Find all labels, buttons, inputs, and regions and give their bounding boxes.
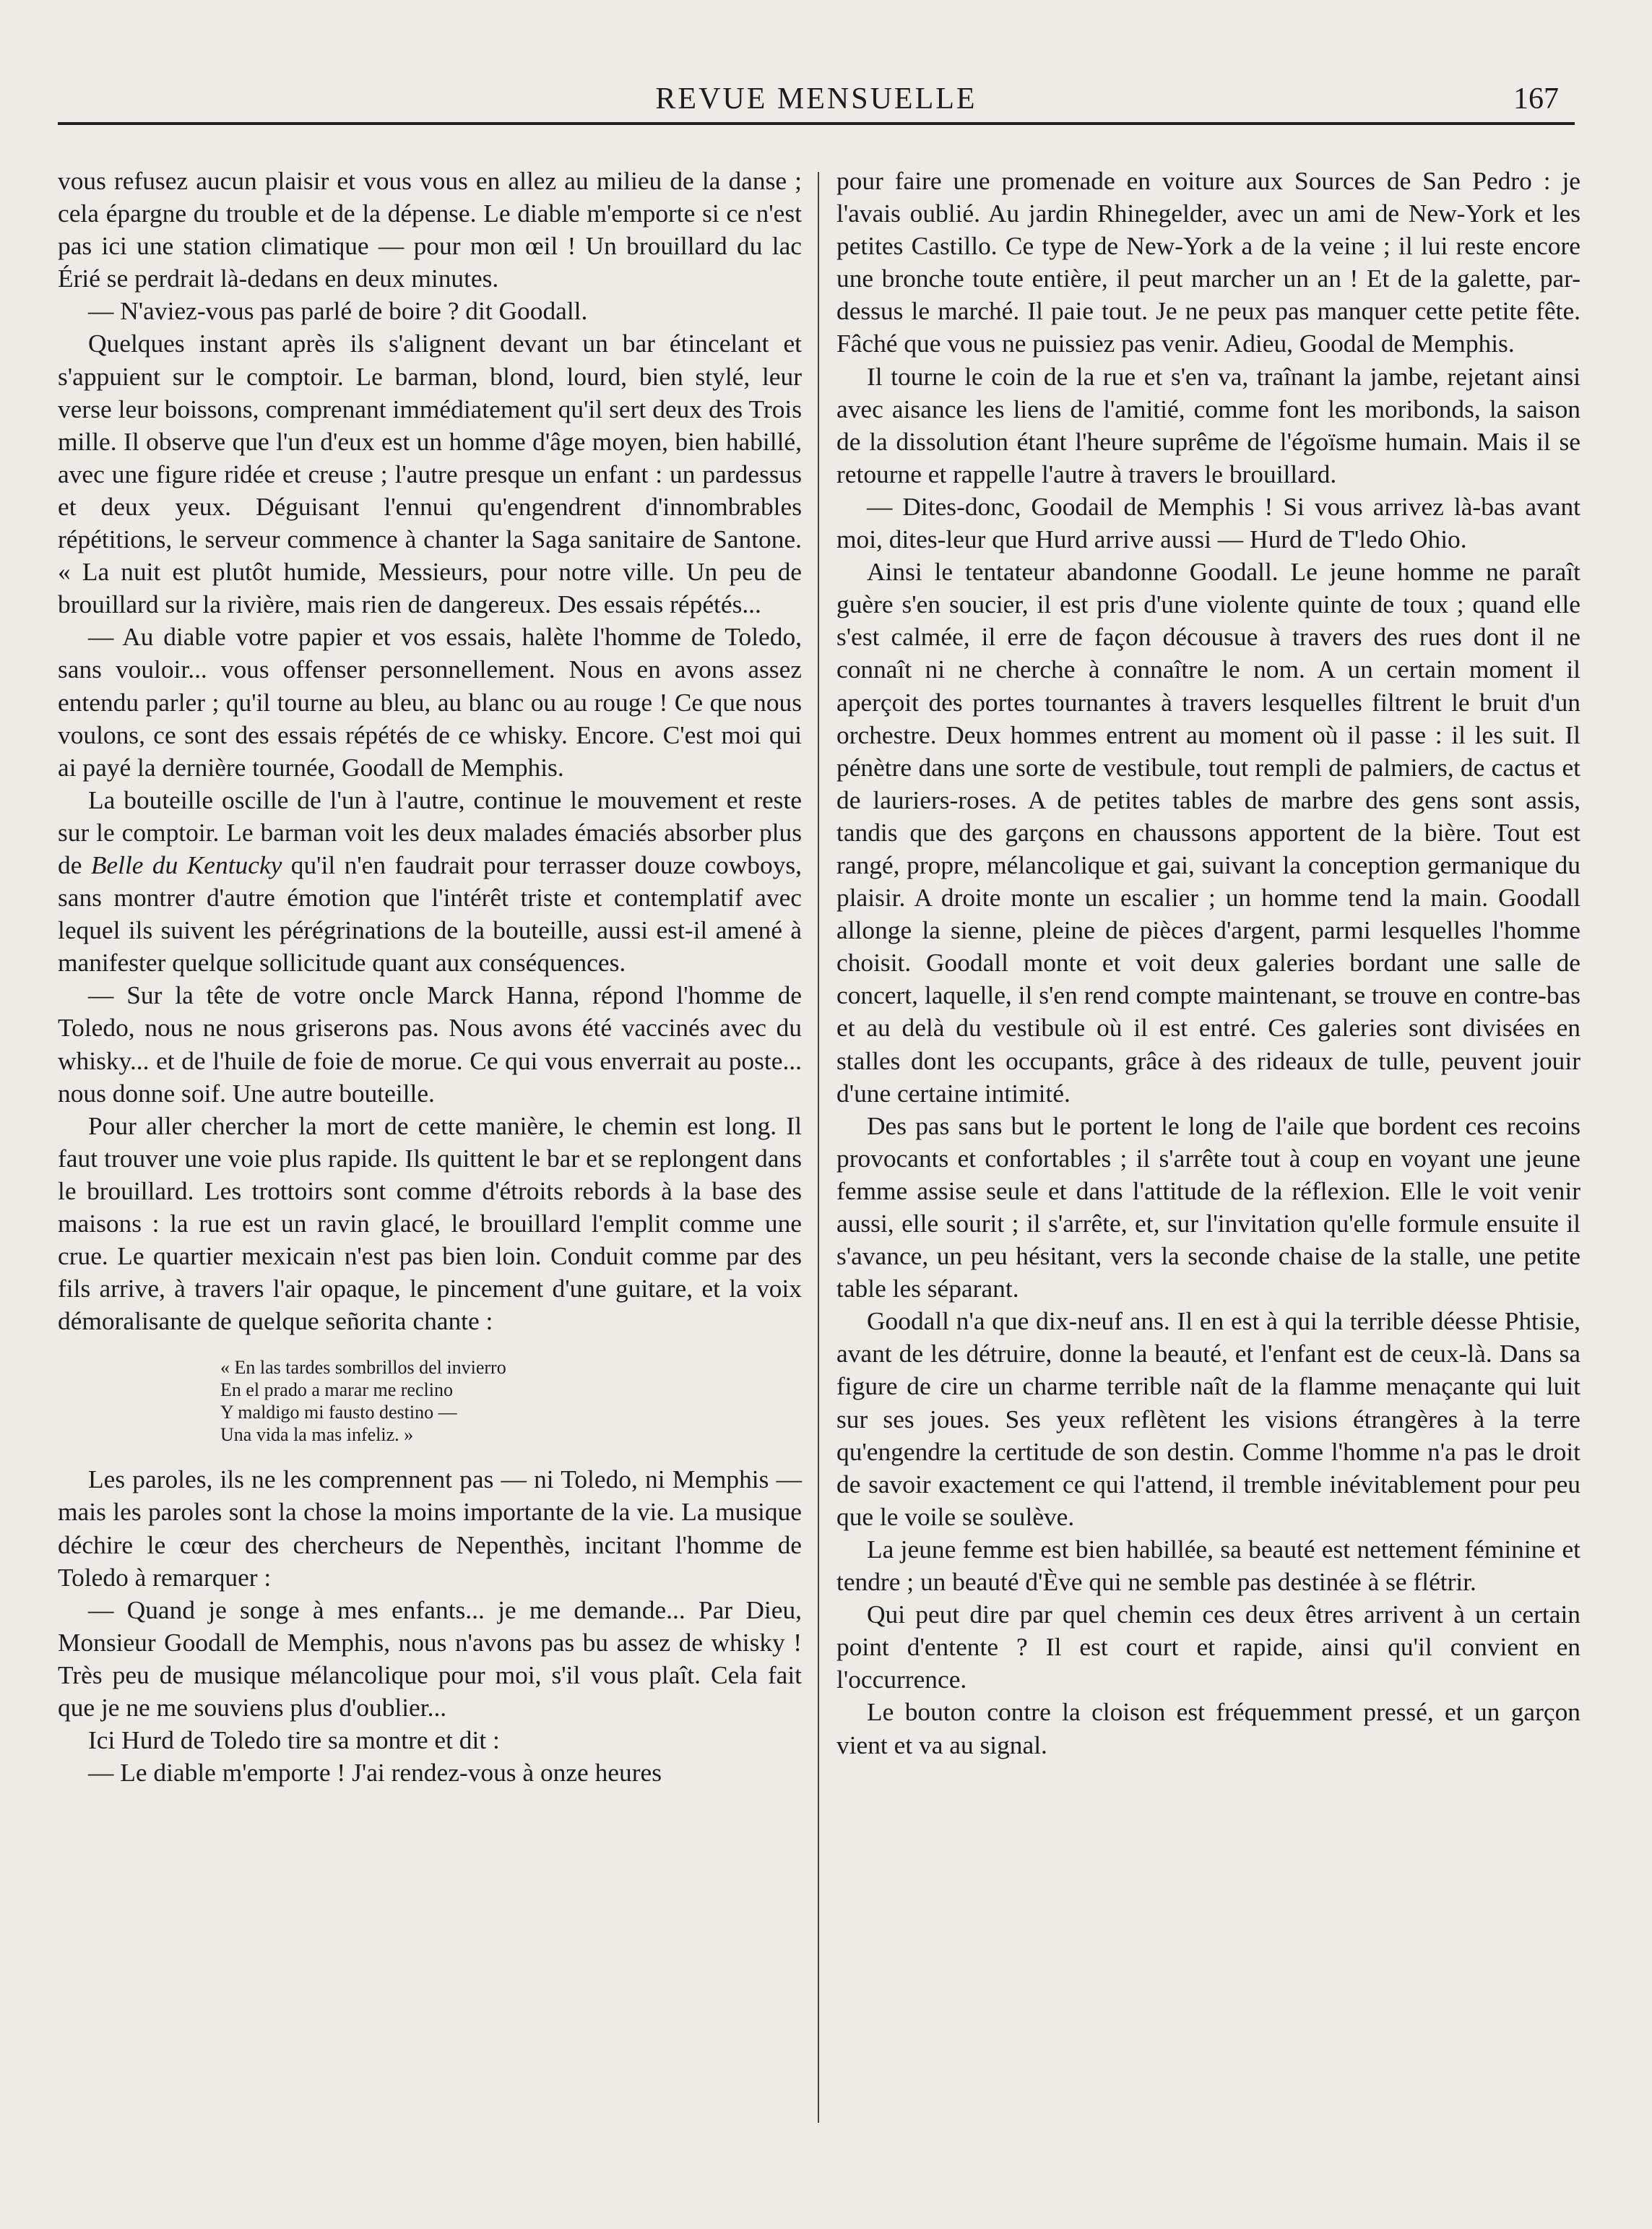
paragraph: vous refusez aucun plaisir et vous vous en allez au milieu de la danse ; cela épargne du trouble et de la dépense. Le diable m'emporte si ce n'est pas ici une station climatique — pour mon œil ! Un brouillard du lac Érié se perdrait là-dedans en deux minutes. — [58, 166, 802, 293]
paragraph: Quelques instant après ils s'alignent devant un bar étincelant et s'appuient sur le comptoir. Le barman, blond, lourd, bien stylé, leur verse leur boissons, comprenant immédiatement qu'il sert deux des Trois mille. Il observe que l'un d'eux est un homme d'âge moyen, bien habillé, avec une figure ridée et creuse ; l'autre presque un enfant : un pardessus et deux yeux. Déguisant l'ennui qu'engendrent d'innombrables répétitions, le serveur commence à chanter la Saga sanitaire de Santone. « La nuit est plutôt humide, Messieurs, pour notre ville. Un peu de brouillard sur la rivière, mais rien de dangereux. Des essais répétés... — [58, 329, 802, 619]
paragraph: Des pas sans but le portent le long de l'aile que bordent ces recoins provocants et confortables ; il s'arrête tout à coup en voyant une jeune femme assise seule et dans l'attitude de la réflexion. Elle le voit venir aussi, elle sourit ; il s'arrête, et, sur l'invitation qu'elle formule ensuite il s'avance, un peu hésitant, vers la seconde chaise de la stalle, une petite table les séparant. — [836, 1111, 1580, 1303]
paragraph: La jeune femme est bien habillée, sa beauté est nettement féminine et tendre ; un beauté d'Ève qui ne semble pas destinée à se flétrir. — [836, 1534, 1580, 1597]
paragraph: Pour aller chercher la mort de cette manière, le chemin est long. Il faut trouver une voie plus rapide. Ils quittent le bar et se replongent dans le brouillard. Les trottoirs sont comme d'étroits rebords à la base des maisons : la rue est un ravin glacé, le brouillard l'emplit comme une crue. Le quartier mexicain n'est pas bien loin. Conduit comme par des fils arrive, à travers l'air opaque, le pincement d'une guitare, et la voix démoralisante de quelque señorita chante : — [58, 1111, 802, 1336]
verse-line: Una vida la mas infeliz. » — [220, 1424, 414, 1446]
left-column — [58, 165, 802, 1789]
paragraph: — Au diable votre papier et vos essais, halète l'homme de Toledo, sans vouloir... vous offenser personnellement. Nous en avons assez entendu parler ; qu'il tourne au bleu, au blanc ou au rouge ! Ce que nous voulons, ce sont des essais répétés de ce whisky. Encore. C'est moi qui ai payé la dernière tournée, Goodall de Memphis. — [58, 622, 802, 782]
page-header — [58, 76, 1575, 126]
header-rule — [58, 122, 1575, 125]
paragraph: Goodall n'a que dix-neuf ans. Il en est à qui la terrible déesse Phtisie, avant de les détruire, donne la beauté, et l'enfant est de ceux-là. Dans sa figure de cire un charme terrible naît de la flamme menaçante qui luit sur ses joues. Ses yeux reflètent les visions étrangères à la terre qu'engendre la certitude de son destin. Comme l'homme n'a pas le droit de savoir exactement ce qui l'attend, il tremble inévitablement pour peu que le voile se soulève. — [836, 1306, 1580, 1531]
column-divider — [818, 172, 819, 2123]
paragraph-text: qu'il n'en faudrait pour terrasser douze cowboys, sans montrer d'autre émotion que l'intérêt triste et contemplatif avec lequel ils suivent les pérégrinations de la bouteille, aussi est-il amené à manifester quelque sollicitude quant aux conséquences. — [58, 850, 802, 978]
right-column — [836, 165, 1580, 1762]
paragraph: Le bouton contre la cloison est fréquemment pressé, et un garçon vient et va au signal. — [836, 1697, 1580, 1759]
paragraph: — Le diable m'emporte ! J'ai rendez-vous à onze heures — [88, 1758, 662, 1788]
paragraph: Il tourne le coin de la rue et s'en va, traînant la jambe, rejetant ainsi avec aisance les liens de l'amitié, comme font les moribonds, la saison de la dissolution étant l'heure suprême de l'égoïsme humain. Mais il se retourne et rappelle l'autre à travers le brouillard. — [836, 361, 1580, 488]
paragraph: — Sur la tête de votre oncle Marck Hanna, répond l'homme de Toledo, nous ne nous griserons pas. Nous avons été vaccinés avec du whisky... et de l'huile de foie de morue. Ce qui vous enverrait au poste... nous donne soif. Une autre bouteille. — [58, 980, 802, 1108]
running-title: REVUE MENSUELLE — [655, 82, 977, 116]
paragraph: — Dites-donc, Goodail de Memphis ! Si vous arrivez là-bas avant moi, dites-leur que Hurd arrive aussi — Hurd de T'ledo Ohio. — [836, 491, 1580, 554]
paragraph: Ainsi le tentateur abandonne Goodall. Le jeune homme ne paraît guère s'en soucier, il est pris d'une violente quinte de toux ; quand elle s'est calmée, il erre de façon décousue à travers des rues dont il ne connaît ni ne cherche à connaître le nom. A un certain moment il aperçoit des portes tournantes à travers lesquelles filtrent le bruit d'un orchestre. Deux hommes entrent au moment où il passe : il les suit. Il pénètre dans une sorte de vestibule, tout rempli de palmiers, de cactus et de lauriers-roses. A de petites tables de marbre des gens sont assis, tandis que des garçons en chaussons apportent de la bière. Tout est rangé, propre, mélancolique et gai, suivant la conception germanique du plaisir. A droite monte un escalier ; un homme tend la main. Goodall allonge la sienne, pleine de pièces d'argent, parmi lesquelles l'homme choisit. Goodall monte et voit deux galeries bordant une salle de concert, laquelle, il s'en rend compte maintenant, se trouve en contre-bas et au delà du vestibule où il est entré. Ces galeries sont divisées en stalles dont les occupants, grâce à des rideaux de tulle, peuvent jouir d'une certaine intimité. — [836, 557, 1580, 1108]
verse-line: En el prado a marar me reclino — [220, 1379, 453, 1401]
paragraph: Ici Hurd de Toledo tire sa montre et dit : — [88, 1725, 500, 1755]
page-number: 167 — [1513, 82, 1559, 116]
paragraph: pour faire une promenade en voiture aux Sources de San Pedro : je l'avais oublié. Au jardin Rhinegelder, avec un ami de New-York et les petites Castillo. Ce type de New-York a de la veine ; il lui reste encore une bronche toute entière, il peut marcher un an ! Et de la galette, par-dessus le marché. Il paie tout. Je ne peux pas manquer cette petite fête. Fâché que vous ne puissiez pas venir. Adieu, Goodal de Memphis. — [836, 166, 1580, 358]
paragraph: — N'aviez-vous pas parlé de boire ? dit Goodall. — [88, 296, 588, 326]
song-verse — [220, 1356, 802, 1446]
paragraph-text: La bouteille oscille de l'un à l'autre, continue le mouvement et reste sur le comptoir. Le barman voit les deux malades émaciés absorber plus de — [58, 785, 802, 879]
paragraph: — Quand je songe à mes enfants... je me demande... Par Dieu, Monsieur Goodall de Memphis, nous n'avons pas bu assez de whisky ! Très peu de musique mélancolique pour moi, s'il vous plaît. Cela fait que je ne me souviens plus d'oublier... — [58, 1595, 802, 1723]
paragraph — [58, 784, 802, 980]
italic-title: Belle du Kentucky — [90, 850, 282, 879]
paragraph: Les paroles, ils ne les comprennent pas — ni Toledo, ni Memphis — mais les paroles sont la chose la moins importante de la vie. La musique déchire le cœur des chercheurs de Nepenthès, incitant l'homme de Toledo à remarquer : — [58, 1465, 802, 1592]
verse-line: Y maldigo mi fausto destino — — [220, 1402, 457, 1423]
paragraph: Qui peut dire par quel chemin ces deux êtres arrivent à un certain point d'entente ? Il est court et rapide, ainsi qu'il convient en l'occurrence. — [836, 1600, 1580, 1694]
verse-line: « En las tardes sombrillos del invierro — [220, 1357, 506, 1379]
